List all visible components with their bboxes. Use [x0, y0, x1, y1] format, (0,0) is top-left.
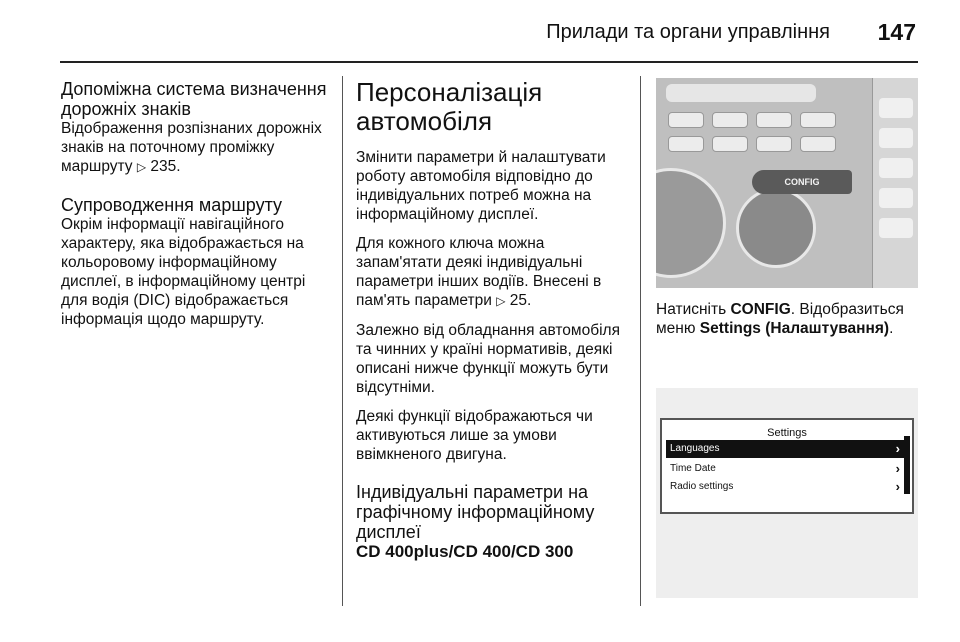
photo-caption: Натисніть CONFIG. Відобразиться меню Settings (Налаштування).: [656, 301, 904, 337]
knob: [736, 188, 816, 268]
page-header: [0, 0, 960, 60]
menu-item-radio-settings[interactable]: Radio settings ›: [670, 479, 900, 494]
reference-arrow-icon: ▷: [136, 160, 147, 174]
heading-route-guidance: Супроводження маршруту: [61, 195, 283, 215]
menu-item-time-date[interactable]: Time Date ›: [670, 461, 900, 476]
console-photo: [656, 78, 918, 288]
screen-frame: [660, 418, 914, 514]
column-1: [61, 79, 333, 339]
config-button: CONFIG: [752, 170, 852, 194]
paragraph: Змінити параметри й налаштувати роботу автомобіля відповідно до індивідуальних потреб можна на інформаційному дисплеї.: [356, 149, 606, 223]
reference-arrow-icon: ▷: [496, 294, 506, 308]
chevron-right-icon: ›: [895, 441, 900, 456]
scrollbar[interactable]: [904, 436, 910, 494]
paragraph: Залежно від обладнання автомобіля та чинних у країні нормативів, деякі описані нижче функції можуть бути відсутніми.: [356, 322, 620, 396]
page-number: 147: [877, 19, 916, 45]
menu-item-languages[interactable]: Languages ›: [666, 440, 906, 458]
heading-traffic-sign: Допоміжна система визначення дорожніх знаків: [61, 79, 327, 119]
heading-personalization: Персоналізація автомобіля: [356, 77, 543, 136]
side-panel: [872, 78, 918, 288]
section-title: Прилади та органи управління: [546, 21, 830, 43]
paragraph: Окрім інформації навігаційного характеру, яка відображається на кольоровому інформаційному дисплеї, в інформаційному центрі для водія (DIC) відображається інформація щодо маршруту.: [61, 216, 306, 328]
model-list: CD 400plus/CD 400/CD 300: [356, 542, 574, 561]
paragraph: Відображення розпізнаних дорожніх знаків на поточному проміжку маршруту ▷ 235.: [61, 120, 322, 175]
settings-screen: [656, 388, 918, 598]
knob: [656, 168, 726, 278]
column-divider: [640, 76, 641, 606]
column-divider: [342, 76, 343, 606]
header-rule: [60, 61, 918, 63]
paragraph: Для кожного ключа можна запам'ятати деякі індивідуальні параметри інших водіїв. Внесені в пам'ять параметри ▷ 25.: [356, 235, 602, 309]
column-3: [656, 78, 918, 598]
screen-title: Settings: [767, 427, 807, 439]
chevron-right-icon: ›: [895, 479, 900, 494]
column-2: [356, 78, 632, 562]
paragraph: Деякі функції відображаються чи активуються лише за умови ввімкненого двигуна.: [356, 408, 593, 463]
heading-graphic-display: Індивідуальні параметри на графічному інформаційному дисплеї: [356, 482, 595, 542]
chevron-right-icon: ›: [895, 461, 900, 476]
